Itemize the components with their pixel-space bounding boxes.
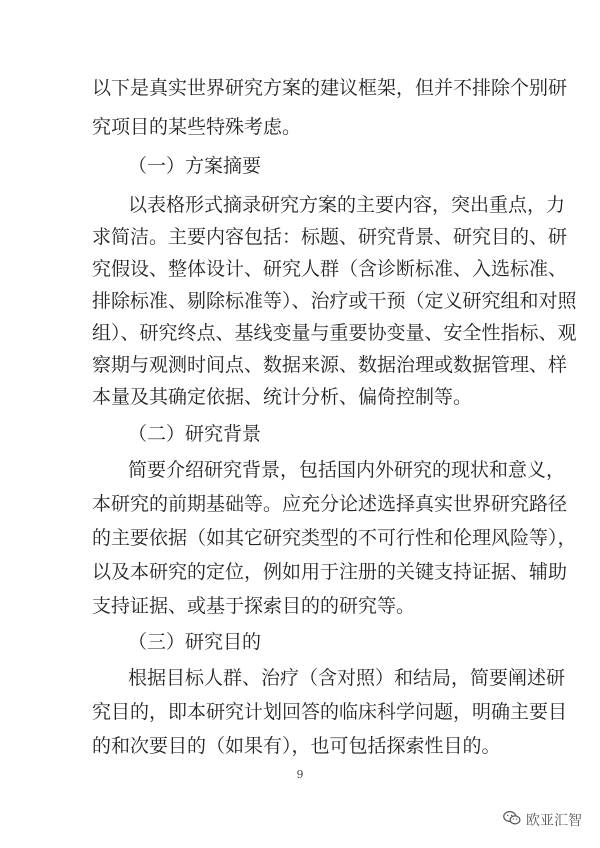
- text-line: 支持证据、或基于探索目的的研究等。: [92, 595, 416, 617]
- text-line: 究假设、整体设计、研究人群（含诊断标准、入选标准、: [92, 258, 568, 280]
- text-line: 以及本研究的定位，例如用于注册的关键支持证据、辅助: [92, 561, 568, 583]
- text-line: 本研究的前期基础等。应充分论述选择真实世界研究路径: [92, 493, 568, 515]
- text-line: 的主要依据（如其它研究类型的不可行性和伦理风险等），: [92, 527, 577, 549]
- watermark-text: 欧亚汇智: [526, 813, 582, 829]
- text-line: 的和次要目的（如果有），也可包括探索性目的。: [92, 735, 501, 757]
- section-heading: （三）研究目的: [128, 631, 262, 653]
- watermark: [503, 810, 582, 830]
- text-line: 以下是真实世界研究方案的建议框架，但并不排除个别研: [92, 77, 568, 99]
- wechat-icon: [503, 810, 521, 830]
- text-line: 排除标准、剔除标准等）、治疗或干预（定义研究组和对照: [92, 290, 577, 312]
- text-line: 以表格形式摘录研究方案的主要内容，突出重点，力: [128, 194, 566, 216]
- text-line: 本量及其确定依据、统计分析、偏倚控制等。: [92, 386, 473, 408]
- section-heading: （二）研究背景: [128, 423, 262, 445]
- text-line: 根据目标人群、治疗（含对照）和结局，简要阐述研: [128, 667, 566, 689]
- text-line: 究项目的某些特殊考虑。: [92, 116, 302, 138]
- text-line: 简要介绍研究背景，包括国内外研究的现状和意义，: [128, 459, 566, 481]
- text-line: 求简洁。主要内容包括：标题、研究背景、研究目的、研: [92, 226, 568, 248]
- text-line: 究目的，即本研究计划回答的临床科学问题，明确主要目: [92, 701, 568, 723]
- section-heading: （一）方案摘要: [128, 155, 262, 177]
- page-number: 9: [296, 768, 304, 781]
- text-line: 组）、研究终点、基线变量与重要协变量、安全性指标、观: [92, 322, 577, 344]
- text-line: 察期与观测时间点、数据来源、数据治理或数据管理、样: [92, 354, 568, 376]
